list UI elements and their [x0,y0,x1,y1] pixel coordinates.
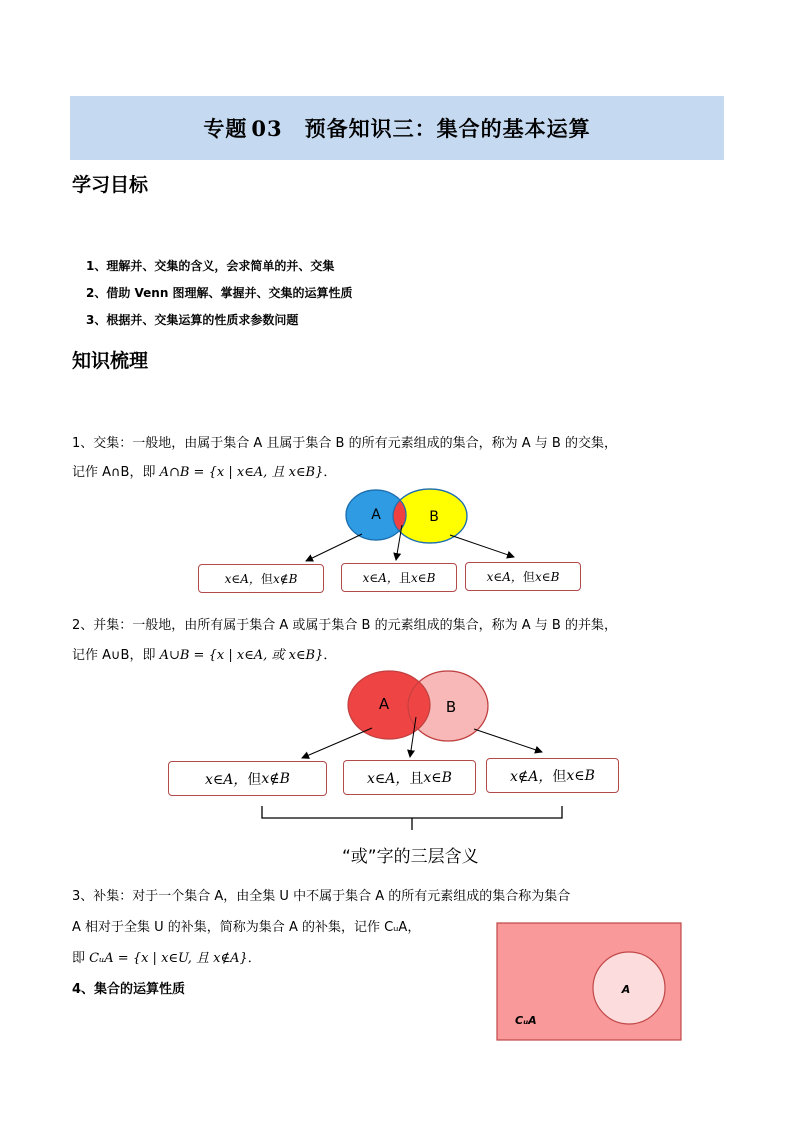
title-number: 03 [251,115,283,141]
box-pre: x∈A， [486,570,523,584]
union-arrow-3 [474,729,542,752]
box-pre: x∈A， [205,771,248,788]
complement-formula: CᵤA = {x | x∈U, 且 x∉A} [89,951,248,966]
goal-item-2: 2、借助 Venn 图理解、掌握并、交集的运算性质 [86,286,353,300]
box-mid: 但 [522,570,535,584]
union-box-3 [486,758,619,793]
box-pre: x∈A， [362,571,399,585]
intersection-formula: A∩B = {x | x∈A, 且 x∈B} [159,465,324,480]
knowledge-heading: 知识梳理 [72,350,149,372]
complement-definition-1: 3、补集：对于一个集合 A，由全集 U 中不属于集合 A 的所有元素组成的集合称为集合 [72,889,571,904]
goals-heading: 学习目标 [72,174,149,196]
intersection-box-2 [341,563,457,592]
box-post: x∈B [423,769,452,786]
goal-item-1: 1、理解并、交集的含义，会求简单的并、交集 [86,259,335,273]
box-post: x∈B [566,767,595,784]
box-post: x∉B [261,770,290,787]
intersection-venn-label-a: A [371,507,381,523]
intersection-venn-label-b: B [429,509,439,525]
union-box-1 [168,761,327,796]
complement-notation [72,947,261,966]
box-mid: 且 [409,770,424,787]
complement-label-a: A [621,983,631,996]
complement-notation-prefix: 即 [72,951,90,966]
box-post: x∈B [410,570,436,585]
intersection-box-3 [465,562,581,591]
union-brace [262,806,562,830]
box-mid: 但 [260,572,273,586]
intersection-arrow-1 [306,534,362,561]
intersection-definition: 1、交集：一般地，由属于集合 A 且属于集合 B 的所有元素组成的集合，称为 A 与 B 的交集， [72,436,617,451]
union-definition: 2、并集：一般地，由所有属于集合 A 或属于集合 B 的元素组成的集合，称为 A 与 B 的并集， [72,618,617,633]
union-arrow-1 [302,728,372,758]
box-pre: x∈A， [367,770,410,787]
goal-item-3: 3、根据并、交集运算的性质求参数问题 [86,313,299,327]
complement-label-cu: CᵤA [515,1014,537,1027]
box-mid: 但 [247,771,262,788]
union-caption: “或”字的三层含义 [342,847,479,867]
operation-properties-heading: 4、集合的运算性质 [72,982,186,997]
union-box-2 [343,760,476,795]
box-pre: x∈A， [224,572,261,586]
complement-notation-suffix: ． [247,951,261,966]
union-notation [72,644,336,663]
title-text: 预备知识三：集合的基本运算 [304,116,591,141]
box-post: x∉B [272,571,298,586]
union-notation-suffix: ． [323,648,337,663]
complement-definition-2: A 相对于全集 U 的补集，简称为集合 A 的补集，记作 CᵤA， [72,920,421,935]
intersection-box-1 [198,564,324,593]
box-mid: 但 [552,768,567,785]
box-pre: x∉A， [510,768,553,785]
title-prefix: 专题 [203,116,248,141]
box-mid: 且 [398,571,411,585]
union-venn-label-b: B [445,698,457,716]
intersection-notation-prefix: 记作 A∩B，即 [72,465,160,480]
union-notation-prefix: 记作 A∪B，即 [72,648,160,663]
intersection-notation-suffix: ． [323,465,337,480]
intersection-arrow-3 [450,535,514,557]
union-venn-label-a: A [378,695,390,713]
union-formula: A∪B = {x | x∈A, 或 x∈B} [159,648,324,663]
box-post: x∈B [534,569,560,584]
